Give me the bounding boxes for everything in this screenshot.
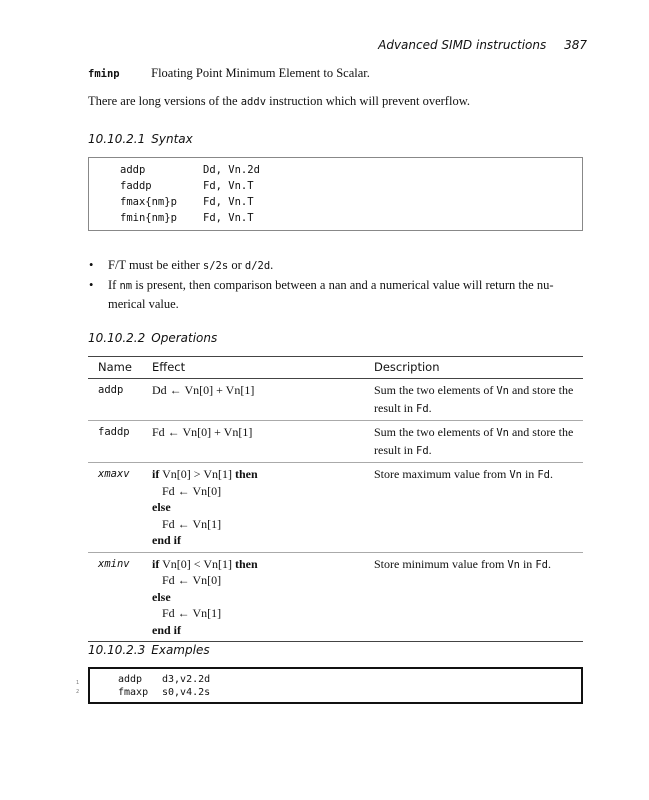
text: . xyxy=(270,258,274,272)
para-code: addv xyxy=(240,96,267,108)
statement: Fd ← Vn[1] xyxy=(162,516,222,531)
instruction-description: Floating Point Minimum Element to Scalar. xyxy=(151,66,370,80)
syntax-instr: fmax{nm}p xyxy=(120,196,177,208)
code: d/2d xyxy=(244,260,271,272)
keyword: else xyxy=(152,500,171,514)
code: Vn xyxy=(507,558,520,571)
code: s/2s xyxy=(202,260,229,272)
keyword: if xyxy=(152,556,160,571)
keyword: if xyxy=(152,467,160,481)
syntax-operands: Fd, Vn.T xyxy=(203,212,254,224)
text: is present, then comparison between a nan and a numerical value will return the nu-merical value. xyxy=(108,278,554,311)
code-line xyxy=(118,687,210,698)
code: Fd xyxy=(537,469,550,481)
op-name: xminv xyxy=(88,552,142,642)
notes-list xyxy=(88,256,583,314)
code: Fd xyxy=(535,558,548,571)
table-row xyxy=(88,421,583,463)
text: and store the result in xyxy=(374,425,574,457)
overflow-paragraph xyxy=(88,94,470,109)
syntax-instr: addp xyxy=(120,164,146,176)
table-row xyxy=(88,552,583,642)
text: Store minimum value from xyxy=(374,556,508,571)
column-header-name: Name xyxy=(88,357,142,379)
keyword: then xyxy=(235,556,258,571)
statement: Fd ← Vn[0] xyxy=(162,483,222,498)
keyword: end if xyxy=(152,622,182,637)
op-effect xyxy=(142,552,364,642)
section-number: 10.10.2.1 xyxy=(88,132,146,146)
example-instr: fmaxp xyxy=(118,687,149,698)
syntax-operands: Fd, Vn.T xyxy=(203,180,254,192)
op-name: xmaxv xyxy=(88,463,142,553)
bullet-icon: • xyxy=(89,278,94,292)
line-number: 1 xyxy=(76,680,80,686)
code: Vn xyxy=(509,469,522,481)
page-number: 387 xyxy=(564,38,587,52)
running-header xyxy=(378,38,587,52)
syntax-operands: Dd, Vn.2d xyxy=(203,164,260,176)
syntax-heading xyxy=(88,132,193,146)
condition: Vn[0] > Vn[1] xyxy=(162,467,233,481)
syntax-operands: Fd, Vn.T xyxy=(203,196,254,208)
code: Vn xyxy=(496,385,509,397)
op-effect: Dd ← Vn[0] + Vn[1] xyxy=(142,379,364,421)
table-header-row xyxy=(88,357,583,379)
text: . xyxy=(428,400,432,415)
code: Fd xyxy=(416,402,429,415)
instruction-keyword: fminp xyxy=(88,68,120,80)
op-name: faddp xyxy=(88,421,142,463)
code: Fd xyxy=(416,444,429,457)
section-title: Examples xyxy=(151,643,210,657)
syntax-code-box xyxy=(88,157,583,231)
example-code-box xyxy=(88,667,583,704)
bullet-icon: • xyxy=(89,258,94,272)
syntax-row xyxy=(120,212,254,224)
line-number: 2 xyxy=(76,689,80,695)
text: and store the result in xyxy=(374,383,574,415)
code: nm xyxy=(119,280,133,292)
op-description xyxy=(364,421,583,463)
section-title: Syntax xyxy=(151,132,193,146)
keyword: then xyxy=(235,467,258,481)
table-row xyxy=(88,463,583,553)
example-instr: addp xyxy=(118,674,143,685)
op-description xyxy=(364,552,583,642)
code-line xyxy=(118,674,210,685)
example-operands: s0,v4.2s xyxy=(162,687,211,698)
text: . xyxy=(549,467,553,481)
text: Sum the two elements of xyxy=(374,425,497,439)
syntax-row xyxy=(120,180,254,192)
keyword: end if xyxy=(152,533,182,547)
header-title: Advanced SIMD instructions xyxy=(378,38,547,52)
para-text-end: instruction which will prevent overflow. xyxy=(266,94,471,108)
text: If xyxy=(108,278,120,292)
para-text: There are long versions of the xyxy=(88,94,241,108)
syntax-row xyxy=(120,196,254,208)
text: Store maximum value from xyxy=(374,467,510,481)
text: . xyxy=(547,556,551,571)
examples-heading xyxy=(88,643,210,657)
text: F/T must be either xyxy=(108,258,203,272)
statement: Fd ← Vn[1] xyxy=(162,606,222,620)
condition: Vn[0] < Vn[1] xyxy=(162,556,233,571)
text: or xyxy=(228,258,245,272)
section-number: 10.10.2.3 xyxy=(88,643,146,657)
op-effect xyxy=(142,463,364,553)
column-header-description: Description xyxy=(364,357,583,379)
op-effect: Fd ← Vn[0] + Vn[1] xyxy=(142,421,364,463)
syntax-instr: faddp xyxy=(120,180,152,192)
list-item xyxy=(88,276,583,313)
table-row xyxy=(88,379,583,421)
op-description xyxy=(364,463,583,553)
example-operands: d3,v2.2d xyxy=(162,674,211,685)
section-title: Operations xyxy=(151,331,218,345)
text: in xyxy=(519,556,536,571)
section-number: 10.10.2.2 xyxy=(88,331,146,345)
column-header-effect: Effect xyxy=(142,357,364,379)
op-name: addp xyxy=(88,379,142,421)
text: . xyxy=(428,442,432,457)
syntax-instr: fmin{nm}p xyxy=(120,212,177,224)
keyword: else xyxy=(152,589,171,604)
text: Sum the two elements of xyxy=(374,383,497,397)
operations-heading xyxy=(88,331,217,345)
operations-table xyxy=(88,356,583,642)
list-item xyxy=(88,256,583,275)
statement: Fd ← Vn[0] xyxy=(162,573,222,587)
op-description xyxy=(364,379,583,421)
instruction-item xyxy=(88,66,370,81)
text: in xyxy=(521,467,538,481)
syntax-row xyxy=(120,164,260,176)
code: Vn xyxy=(496,427,509,439)
